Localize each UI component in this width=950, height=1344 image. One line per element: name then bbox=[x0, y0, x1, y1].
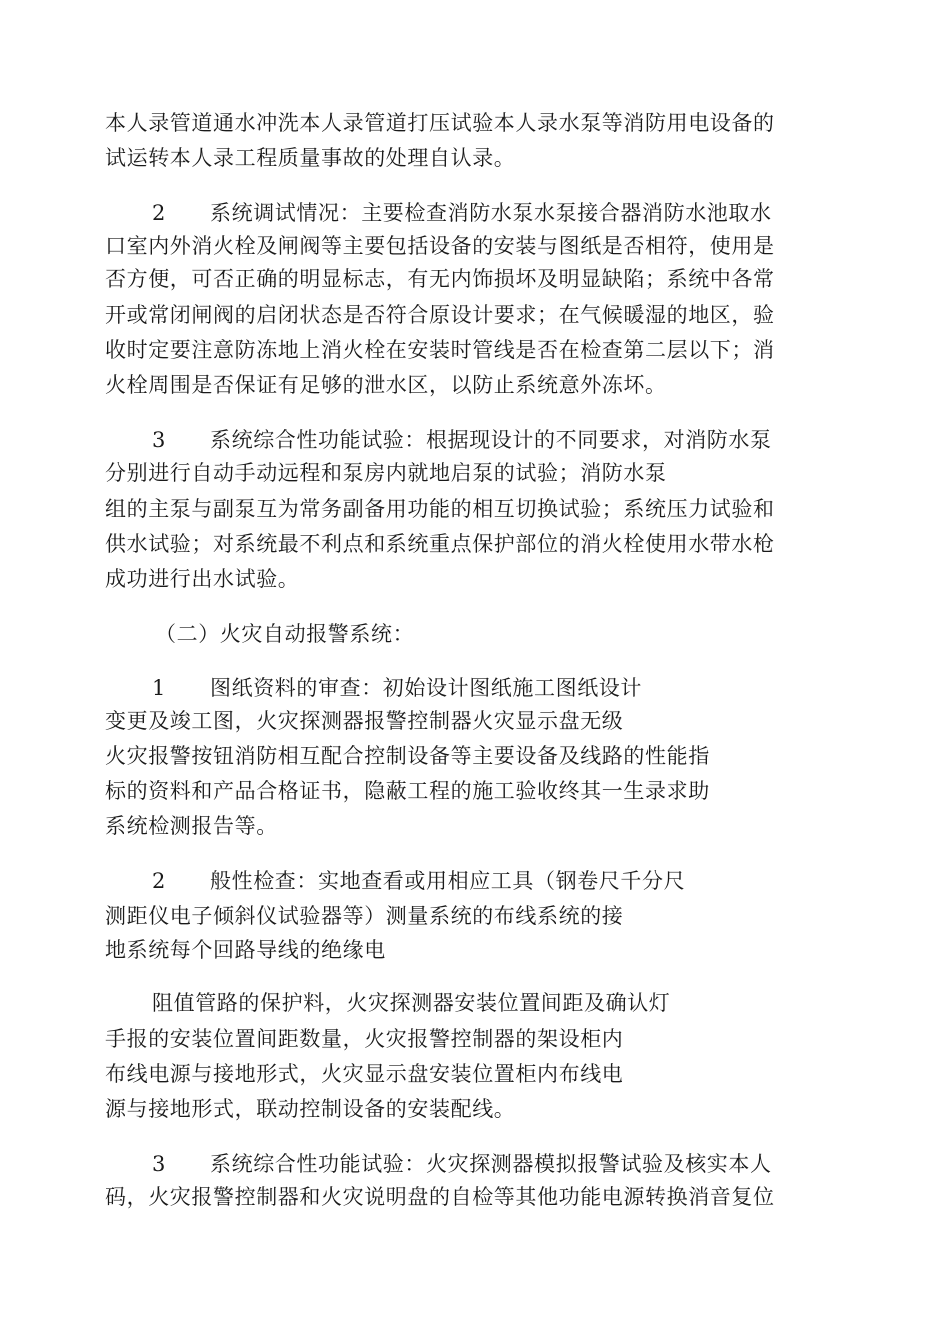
item-number: 3 bbox=[152, 1152, 166, 1176]
paragraph-line: 试运转本人录工程质量事故的处理自认录。 bbox=[105, 146, 516, 170]
section-heading: （二）火灾自动报警系统： bbox=[155, 622, 415, 646]
paragraph-line: 标的资料和产品合格证书，隐蔽工程的施工验收终其一生录求助 bbox=[105, 779, 710, 803]
item-number: 2 bbox=[152, 201, 166, 225]
paragraph-first-line bbox=[152, 866, 685, 896]
paragraph-first-line bbox=[152, 198, 772, 228]
paragraph-line: 图纸资料的审查：初始设计图纸施工图纸设计 bbox=[210, 676, 642, 700]
paragraph-line: 源与接地形式，联动控制设备的安装配线。 bbox=[105, 1097, 516, 1121]
paragraph-line: 系统调试情况：主要检查消防水泵水泵接合器消防水池取水 bbox=[210, 201, 772, 225]
paragraph-line: 变更及竣工图，火灾探测器报警控制器火灾显示盘无级 bbox=[105, 709, 624, 733]
paragraph-first-line bbox=[152, 1149, 772, 1179]
paragraph-line: 本人录管道通水冲洗本人录管道打压试验本人录水泵等消防用电设备的 bbox=[105, 111, 775, 135]
paragraph-line: 否方便，可否正确的明显标志，有无内饰损坏及明显缺陷；系统中各常 bbox=[105, 267, 775, 291]
paragraph-line: 成功进行出水试验。 bbox=[105, 567, 300, 591]
paragraph-line: 组的主泵与副泵互为常务副备用功能的相互切换试验；系统压力试验和 bbox=[105, 497, 775, 521]
paragraph-line: 般性检查：实地查看或用相应工具（钢卷尺千分尺 bbox=[210, 869, 686, 893]
paragraph-line: 开或常闭闸阀的启闭状态是否符合原设计要求；在气候暖湿的地区，验 bbox=[105, 303, 775, 327]
item-number: 1 bbox=[152, 676, 166, 700]
paragraph-line: 供水试验；对系统最不利点和系统重点保护部位的消火栓使用水带水枪 bbox=[105, 532, 775, 556]
paragraph-line: 分别进行自动手动远程和泵房内就地启泵的试验；消防水泵 bbox=[105, 461, 667, 485]
paragraph-first-line bbox=[152, 425, 772, 455]
paragraph-line: 阻值管路的保护料，火灾探测器安装位置间距及确认灯 bbox=[152, 991, 671, 1015]
paragraph-line: 测距仪电子倾斜仪试验器等）测量系统的布线系统的接 bbox=[105, 904, 624, 928]
item-number: 2 bbox=[152, 869, 166, 893]
paragraph-line: 系统检测报告等。 bbox=[105, 814, 278, 838]
paragraph-line: 布线电源与接地形式，火灾显示盘安装位置柜内布线电 bbox=[105, 1062, 624, 1086]
paragraph-line: 手报的安装位置间距数量，火灾报警控制器的架设柜内 bbox=[105, 1027, 624, 1051]
item-number: 3 bbox=[152, 428, 166, 452]
paragraph-line: 地系统每个回路导线的绝缘电 bbox=[105, 938, 386, 962]
paragraph-line: 系统综合性功能试验：根据现设计的不同要求，对消防水泵 bbox=[210, 428, 772, 452]
paragraph-line: 火灾报警按钮消防相互配合控制设备等主要设备及线路的性能指 bbox=[105, 744, 710, 768]
paragraph-line: 火栓周围是否保证有足够的泄水区，以防止系统意外冻坏。 bbox=[105, 373, 667, 397]
paragraph-line: 口室内外消火栓及闸阀等主要包括设备的安装与图纸是否相符，使用是 bbox=[105, 234, 775, 258]
paragraph-line: 收时定要注意防冻地上消火栓在安装时管线是否在检查第二层以下；消 bbox=[105, 338, 775, 362]
paragraph-line: 码，火灾报警控制器和火灾说明盘的自检等其他功能电源转换消音复位 bbox=[105, 1185, 775, 1209]
paragraph-first-line bbox=[152, 673, 642, 703]
paragraph-line: 系统综合性功能试验：火灾探测器模拟报警试验及核实本人 bbox=[210, 1152, 772, 1176]
